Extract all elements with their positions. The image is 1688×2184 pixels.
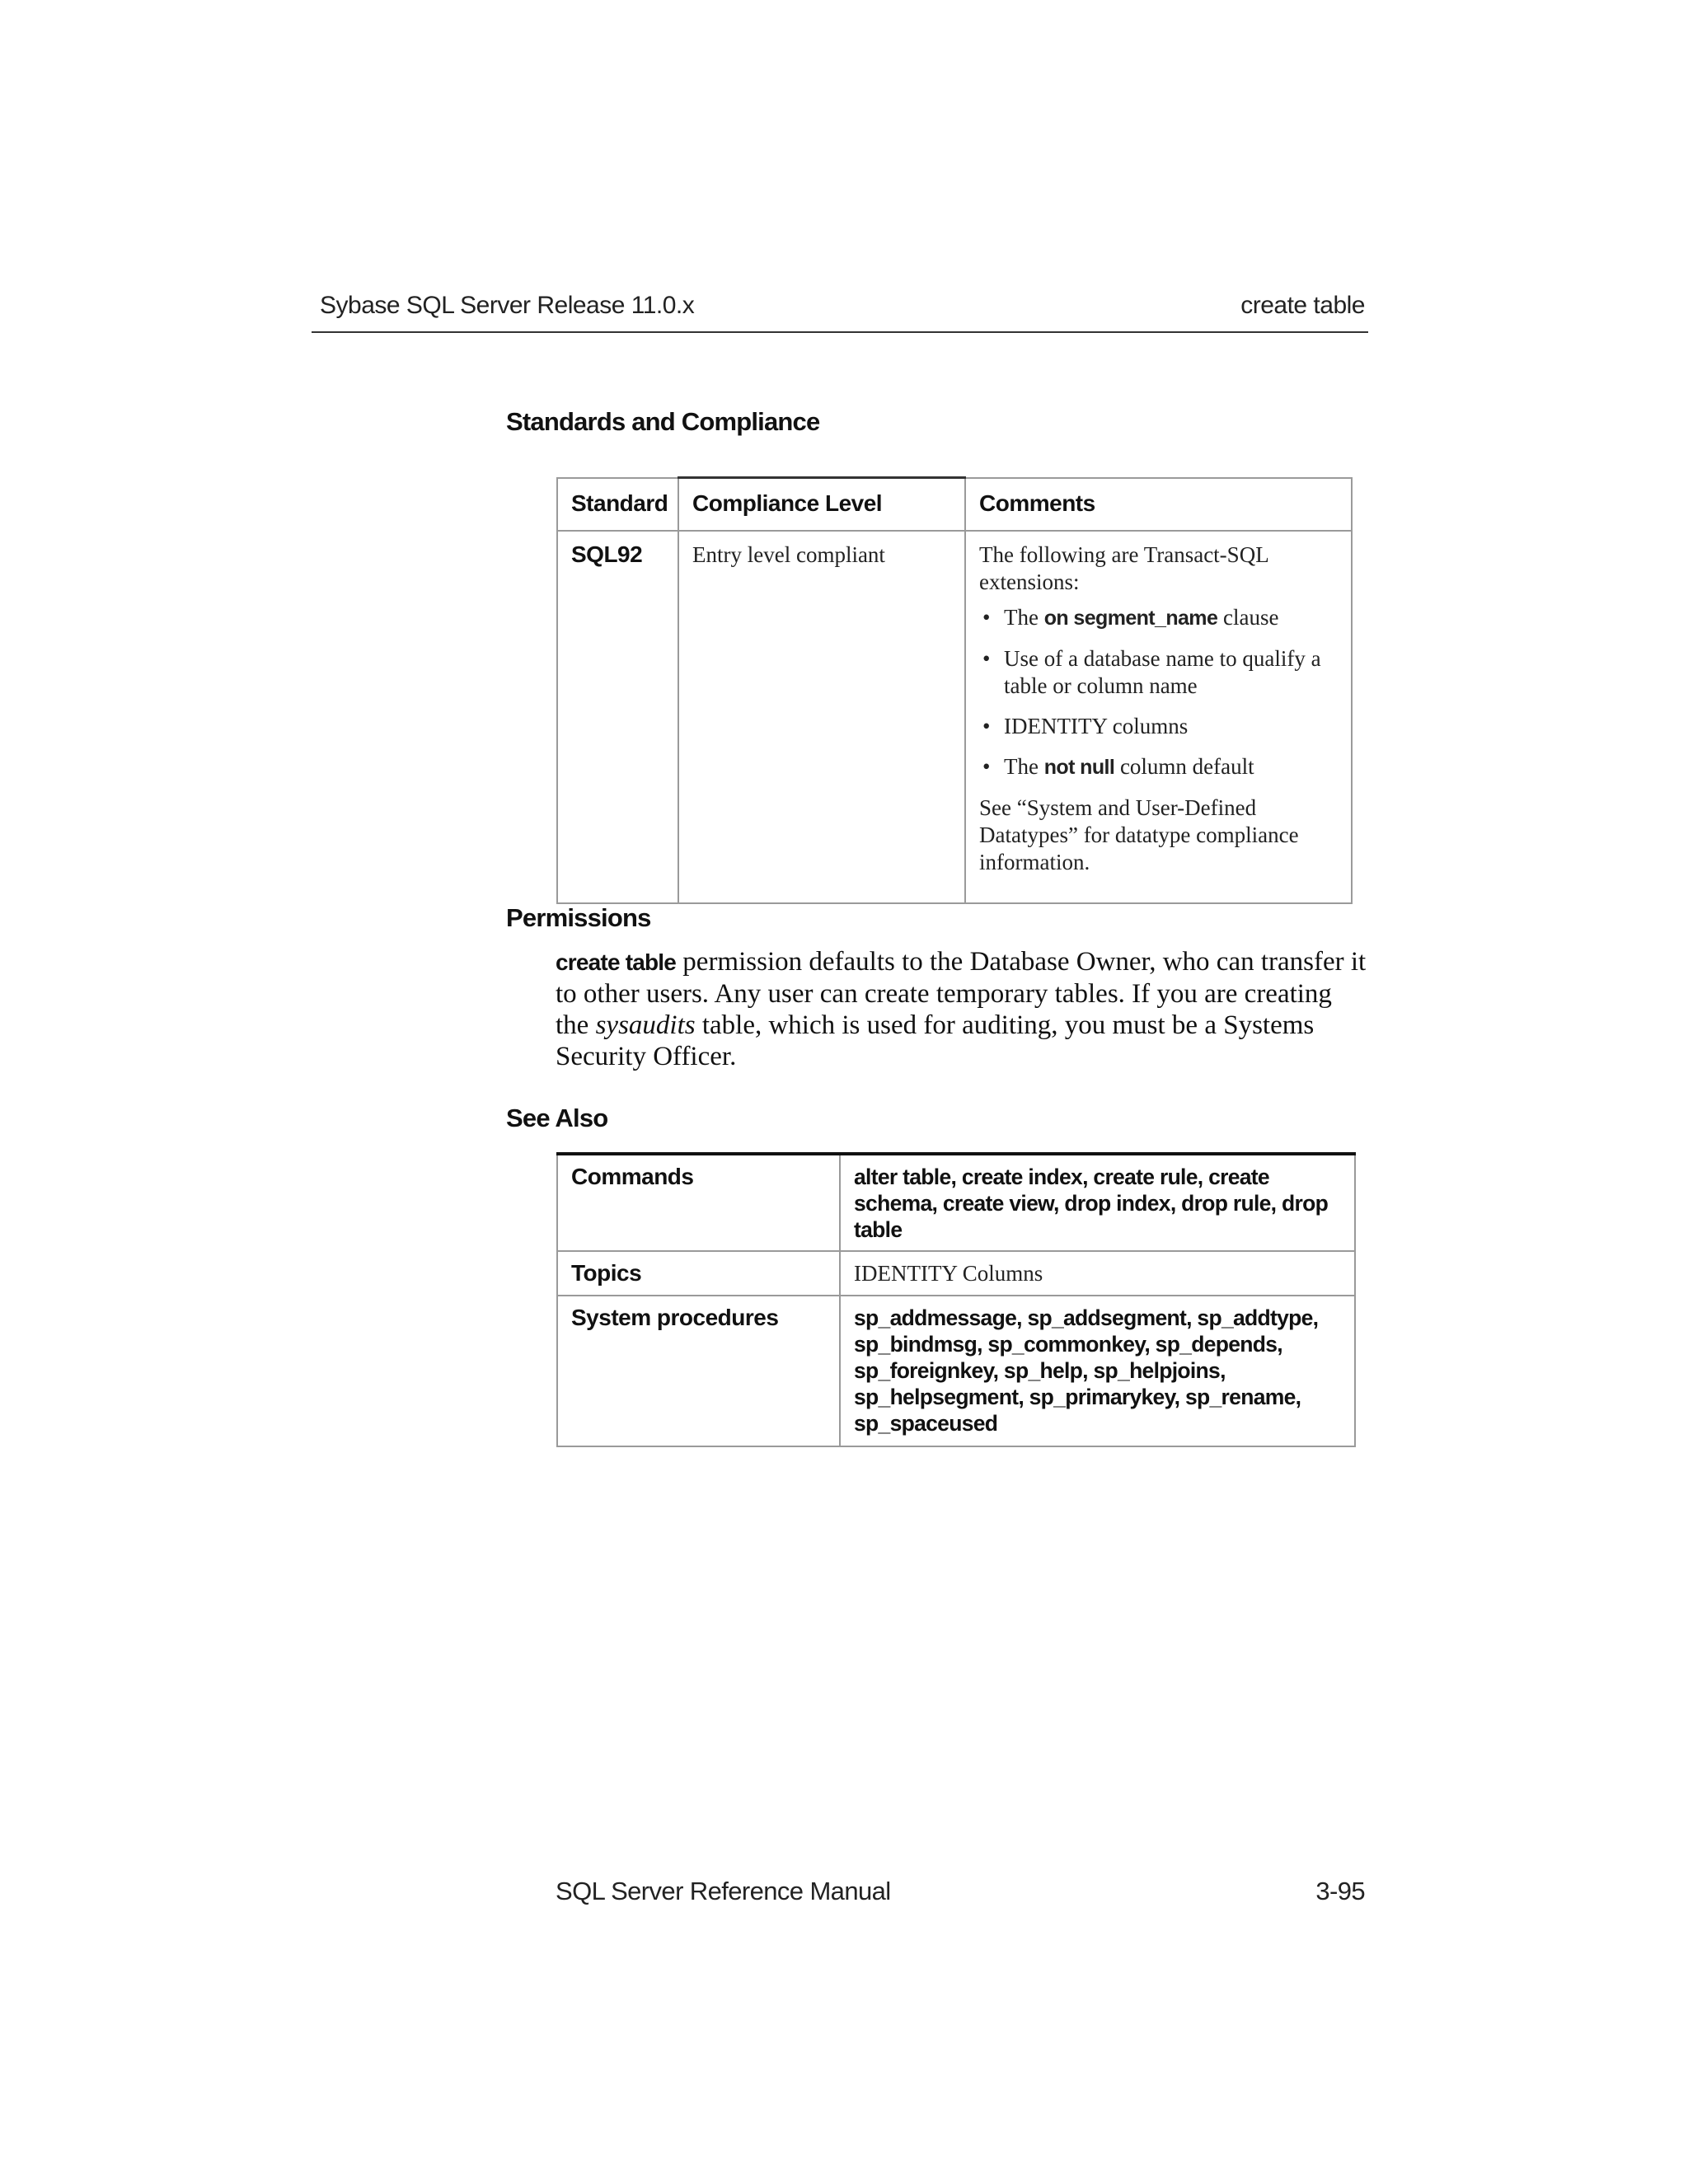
standards-table [556,476,1353,904]
extension-item: • Use of a database name to qualify a table or column name [982,645,1321,698]
page-number: 3-95 [1315,1877,1365,1905]
see-also-table [556,1152,1356,1447]
column-header-standard: Standard [557,478,678,531]
see-also-commands-value: alter table, create index, create rule, create schema, create view, drop index, drop rule, drop table [840,1154,1355,1251]
extension-item: • The not null column default [982,753,1254,779]
see-also-label: Topics [557,1251,840,1296]
permissions-heading: Permissions [506,903,651,932]
footer-manual-title: SQL Server Reference Manual [556,1877,891,1905]
see-also-row [557,1296,1355,1446]
standards-heading: Standards and Compliance [506,407,820,436]
header-section-title: create table [1240,292,1365,319]
comments-cell [965,531,1352,903]
see-also-label: System procedures [557,1296,840,1446]
see-also-procedures-value: sp_addmessage, sp_addsegment, sp_addtype, sp_bindmsg, sp_commonkey, sp_depends, sp_foreignkey, sp_help, sp_helpjoins, sp_helpsegment, sp_primarykey, sp_rename, sp_spaceused [840,1296,1355,1446]
code-on-segment-name: on segment_name [1043,606,1218,630]
standards-header-row [557,478,1352,531]
see-also-row [557,1251,1355,1296]
permissions-command: create table [556,949,677,975]
code-not-null: not null [1043,755,1115,779]
extension-item: • The on segment_name clause [982,604,1279,630]
sysaudits-table-name: sysaudits [595,1010,696,1040]
column-header-comments: Comments [965,478,1352,531]
extension-item: • IDENTITY columns [982,713,1189,738]
see-also-topics-value: IDENTITY Columns [840,1251,1355,1296]
standards-row [557,531,1352,903]
standard-cell: SQL92 [557,531,678,903]
permissions-paragraph: create table permission defaults to the Database Owner, who can transfer it to other users. Any user can create temporary tables. If you are creating the sysaudits table, which is used for auditing, you must be a Systems Security Officer. [556,947,1367,1071]
compliance-level-cell: Entry level compliant [678,531,965,903]
see-also-heading: See Also [506,1104,608,1132]
comments-outro: See “System and User-Defined Datatypes” for datatype compliance information. [979,794,1299,874]
see-also-label: Commands [557,1154,840,1251]
extensions-list [979,604,1339,781]
header-manual-title: Sybase SQL Server Release 11.0.x [320,292,695,319]
running-header [312,288,1368,333]
see-also-row [557,1154,1355,1251]
comments-intro: The following are Transact-SQL extensions: [979,541,1268,594]
column-header-compliance-level: Compliance Level [678,478,965,531]
